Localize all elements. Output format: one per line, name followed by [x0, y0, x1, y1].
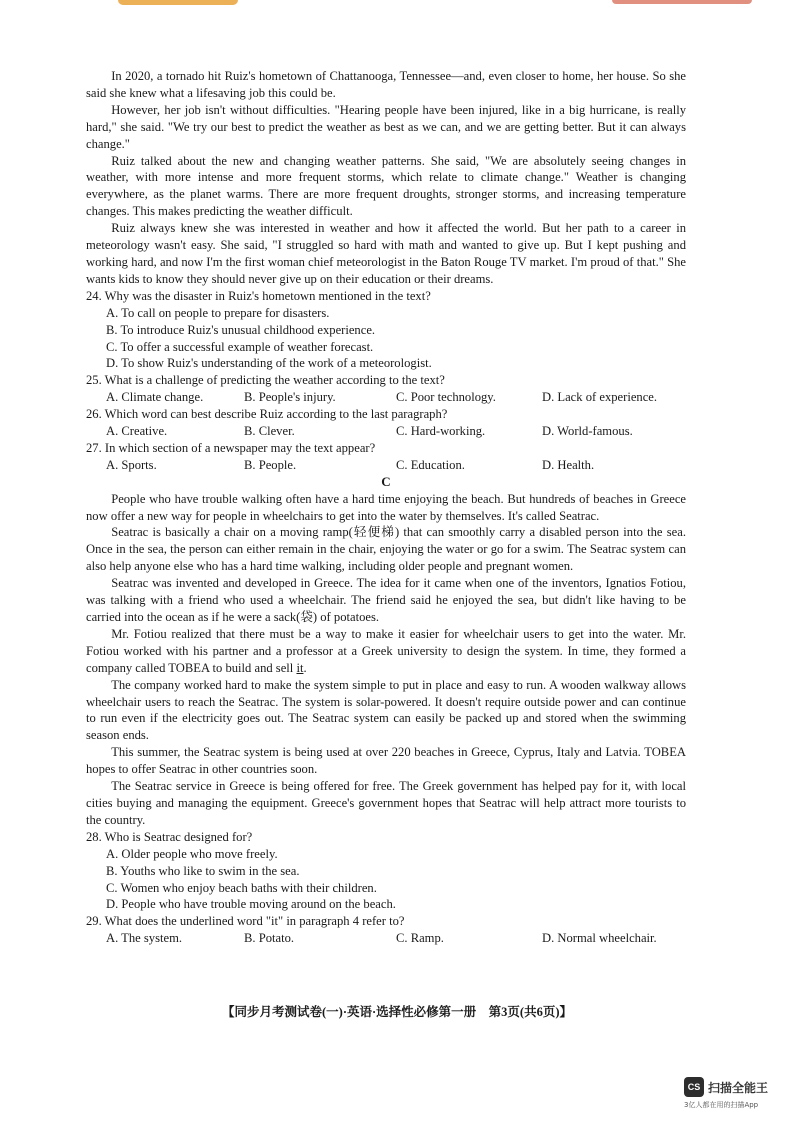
option: C. Ramp. [396, 931, 444, 946]
passage-c-paragraph: People who have trouble walking often have a hard time enjoying the beach. But hundreds of beaches in Greece now offer a new way for people in wheelchairs to get into the water by themselves. It's called Seatrac. [86, 491, 686, 523]
scanner-app-name: 扫描全能王 [708, 1080, 769, 1095]
option: C. To offer a successful example of weather forecast. [106, 339, 374, 354]
option: D. Lack of experience. [542, 390, 658, 405]
question-25: 25. What is a challenge of predicting the weather according to the text? [86, 373, 445, 388]
option: D. To show Ruiz's understanding of the work of a meteorologist. [106, 356, 432, 371]
scanner-tagline: 3亿人都在用的扫描App [684, 1101, 759, 1109]
option: B. People's injury. [244, 390, 336, 405]
question-24: 24. Why was the disaster in Ruiz's hometown mentioned in the text? [86, 288, 431, 303]
passage-b-paragraph: However, her job isn't without difficulties. "Hearing people have been injured, like in a big hurricane, is really hard," she said. "We try our best to predict the weather as best as we can, and we are getting better. But it can always change." [86, 102, 686, 151]
option: D. Health. [542, 457, 595, 472]
option: A. Sports. [106, 457, 157, 472]
question-28: 28. Who is Seatrac designed for? [86, 829, 253, 844]
option: C. Education. [396, 457, 465, 472]
question-29: 29. What does the underlined word "it" in paragraph 4 refer to? [86, 914, 405, 929]
option: A. The system. [106, 931, 183, 946]
passage-b-paragraph: Ruiz talked about the new and changing weather patterns. She said, "We are absolutely seeing changes in weather, with more intense and more frequent storms, which relate to climate change." Weather is changing everywhere, as the planet warms. There are more frequent droughts, stronger storms, and increasing temperature changes. This makes predicting the weather difficult. [86, 153, 686, 219]
option: D. People who have trouble moving around on the beach. [106, 897, 396, 912]
scanner-watermark [684, 1077, 768, 1097]
passage-c-paragraph [86, 626, 686, 677]
underlined-word: it [296, 660, 304, 675]
option: D. Normal wheelchair. [542, 931, 657, 946]
options-row [86, 423, 686, 440]
option: A. Climate change. [106, 390, 204, 405]
option: C. Hard-working. [396, 424, 486, 439]
section-heading: C [381, 473, 391, 489]
option: A. Creative. [106, 424, 168, 439]
top-edge-mark-right [612, 0, 752, 4]
paragraph-text: Mr. Fotiou realized that there must be a way to make it easier for wheelchair users to get into the water. Mr. Fotiou worked with his partner and a professor at a Greek university to design the system. In time, they formed a company called TOBEA to build and sell [86, 626, 686, 675]
paragraph-text: . [303, 660, 307, 675]
top-edge-mark-left [118, 0, 238, 5]
question-27: 27. In which section of a newspaper may the text appear? [86, 440, 376, 455]
passage-c-paragraph: Seatrac is basically a chair on a moving ramp(轻便梯) that can smoothly carry a disabled person into the sea. Once in the sea, the person can either remain in the chair, enjoying the water or go for a swim. The Seatrac system can also help anyone else who has a hard time walking, including older people and pregnant women. [86, 525, 686, 574]
page-content [86, 68, 686, 947]
page-footer: 【同步月考测试卷(一)·英语·选择性必修第一册 第3页(共6页)】 [222, 1005, 572, 1019]
option: B. Potato. [244, 931, 295, 946]
passage-c-paragraph: The company worked hard to make the system simple to put in place and easy to run. A wooden walkway allows wheelchair users to reach the Seatrac. The system is solar-powered. It doesn't require outside power and can continue to run even if the electricity goes out. The Seatrac system can easily be packed up and stored when the swimming season ends. [86, 677, 686, 743]
option: A. To call on people to prepare for disasters. [106, 305, 330, 320]
passage-b-paragraph: Ruiz always knew she was interested in weather and how it affected the world. But her path to a career in meteorology wasn't easy. She said, "I struggled so hard with math and wanted to give up. But I kept pushing and working hard, and now I'm the first woman chief meteorologist in the Baton Rouge TV market. I'm proud of that." She wants kids to know they should never give up on their education or their dreams. [86, 221, 686, 286]
passage-b-paragraph: In 2020, a tornado hit Ruiz's hometown of Chattanooga, Tennessee—and, even closer to home, her house. So she said she knew what a lifesaving job this could be. [86, 69, 686, 100]
passage-c-paragraph: The Seatrac service in Greece is being offered for free. The Greek government has helped pay for it, with local cities buying and managing the equipment. Greece's government hopes that Seatrac will help attract more tourists to the country. [86, 779, 686, 827]
option: A. Older people who move freely. [106, 846, 278, 861]
option: B. People. [244, 457, 297, 472]
option: C. Women who enjoy beach baths with their children. [106, 880, 377, 895]
question-26: 26. Which word can best describe Ruiz according to the last paragraph? [86, 407, 448, 422]
options-row [86, 389, 686, 406]
options-row [86, 930, 686, 947]
passage-c-paragraph: This summer, the Seatrac system is being used at over 220 beaches in Greece, Cyprus, Italy and Latvia. TOBEA hopes to offer Seatrac in other countries soon. [86, 745, 686, 777]
option: B. To introduce Ruiz's unusual childhood experience. [106, 322, 376, 337]
options-row [86, 457, 686, 474]
camscanner-logo-icon: CS [684, 1077, 704, 1097]
passage-c-paragraph: Seatrac was invented and developed in Greece. The idea for it came when one of the inventors, Ignatios Fotiou, was talking with a friend who used a wheelchair. The friend said he enjoyed the sea, but didn't like having to be carried into the ocean as if he were a sack(袋) of potatoes. [86, 576, 686, 624]
option: B. Youths who like to swim in the sea. [106, 863, 300, 878]
option: C. Poor technology. [396, 390, 496, 405]
option: B. Clever. [244, 424, 295, 439]
option: D. World-famous. [542, 424, 633, 439]
